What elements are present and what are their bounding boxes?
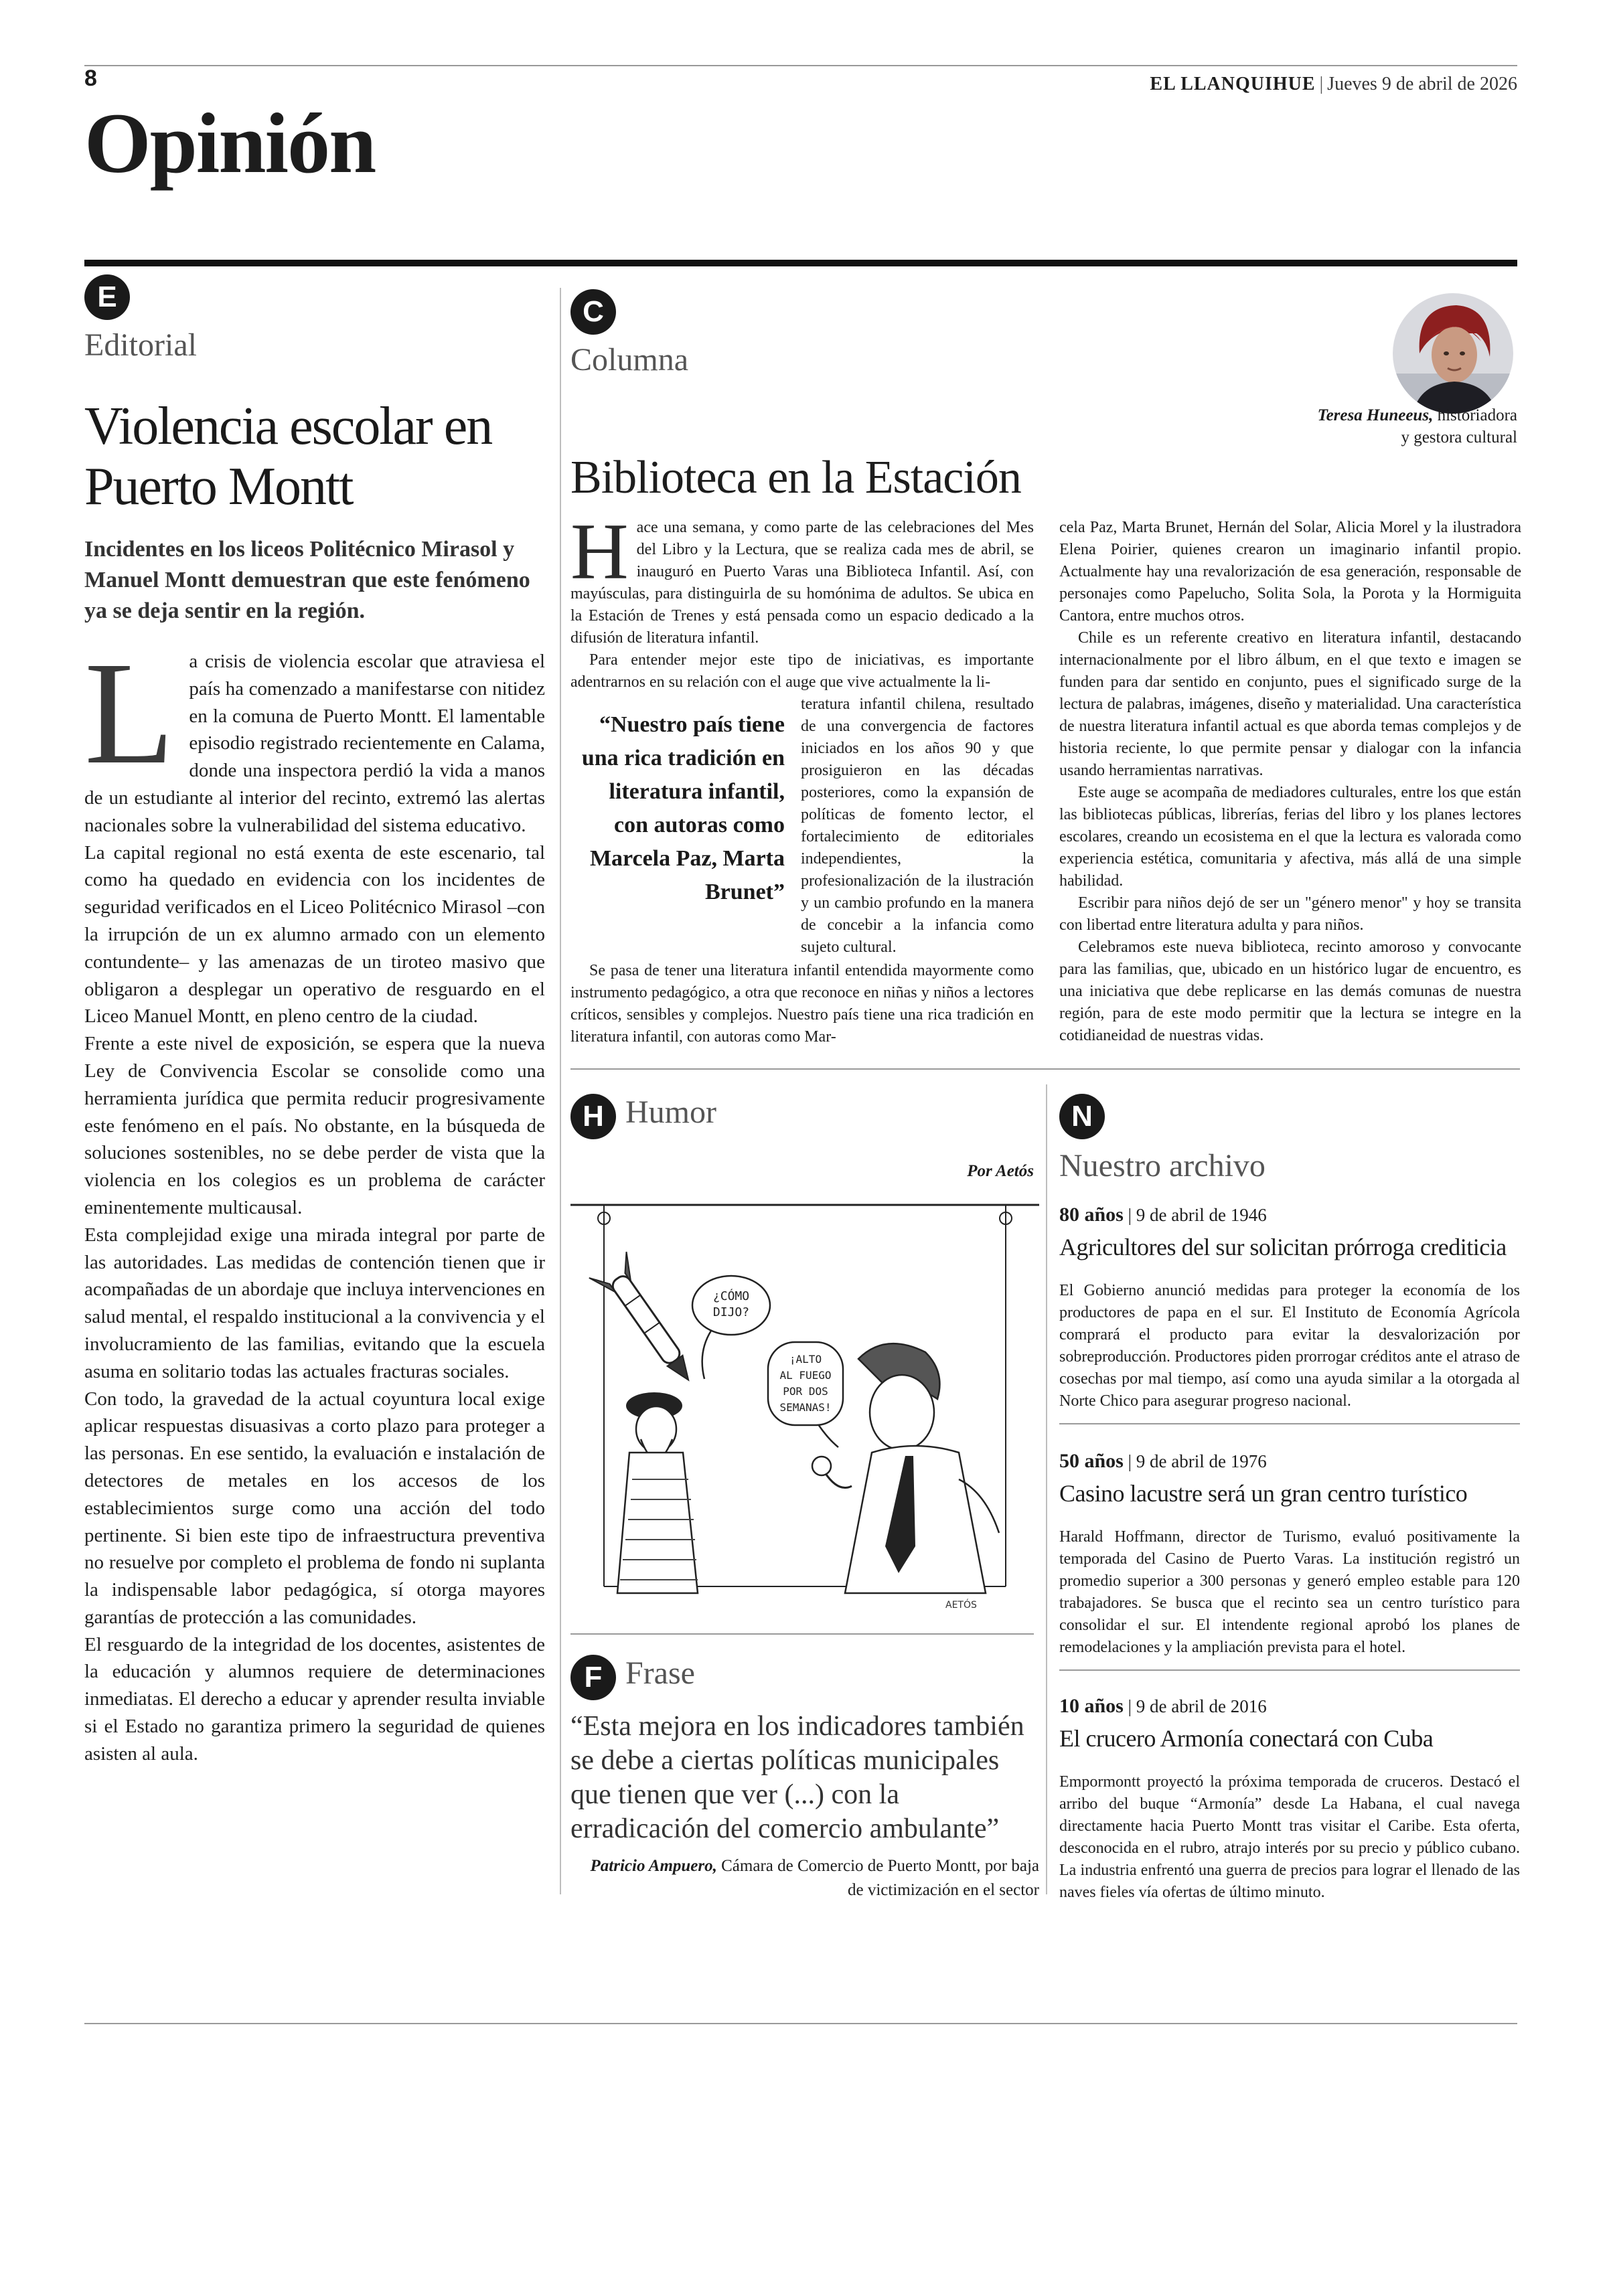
editorial-paragraph xyxy=(84,631,545,839)
editorial-lead: Incidentes en los liceos Politécnico Mirasol y Manuel Montt demuestran que este fenómeno ya se deja sentir en la región. xyxy=(84,537,530,623)
newspaper-name: EL LLANQUIHUE xyxy=(1150,74,1316,94)
column-kicker: Columna xyxy=(570,342,688,378)
archive-years: 10 años xyxy=(1059,1695,1124,1717)
column-pull-quote: “Nuestro país tiene una rica tradición en literatura infantil, con autoras como Marcela Paz, Marta Brunet” xyxy=(581,712,785,904)
editorial-paragraph: Con todo, la gravedad de la actual coyuntura local exige aplicar respuestas disuasivas a corto plazo para proteger a las personas. En ese sentido, la evaluación e instalación de detectores de metales en los accesos de los establecimientos surge como una acción del todo pertinente. Si bien este tipo de infraestructura preventiva no resuelve por completo el problema de fondo ni suplanta la indispensable labor pedagógica, sí otorga mayores garantías de protección a las comunidades. xyxy=(84,1388,545,1628)
archive-years: 50 años xyxy=(1059,1450,1124,1472)
author-caption xyxy=(1249,404,1517,448)
archive-item-3-header: 10 años | 9 de abril de 2016 xyxy=(1059,1695,1267,1717)
frase-badge: F xyxy=(570,1655,616,1700)
editorial-paragraph: El resguardo de la integridad de los docentes, asistentes de la educación y alumnos requiere de determinaciones inmediatas. El derecho a educar y aprender resulta inviable si el Estado no garantiza primero la seguridad de quienes asisten al aula. xyxy=(84,1633,545,1765)
editorial-paragraph: La capital regional no está exenta de este escenario, tal como ha quedado en evidencia con los incidentes de seguridad verificados en el Liceo Politécnico Mirasol –con la irrupción de un ex alumno armado con un elemento contundente– y las amenazas de un tiroteo masivo que obligaron a desplegar un operativo de resguardo en el Liceo Manuel Montt, en pleno centro de la ciudad. xyxy=(84,841,545,1028)
column-body-part-1 xyxy=(570,507,1034,693)
bubble-2-line-4: SEMANAS! xyxy=(779,1401,832,1414)
archive-date: 9 de abril de 2016 xyxy=(1136,1696,1267,1716)
archive-rule xyxy=(1059,1669,1520,1671)
editorial-paragraph-text: a crisis de violencia escolar que atraviesa el país ha comenzado a manifestarse con nitidez en la comuna de Puerto Montt. El lamentable episodio registrado recientemente en Calama, donde una inspectora perdió la vida a manos de un estudiante al interior del recinto, extremó las alertas nacionales sobre la vulnerabilidad del sistema educativo. xyxy=(84,651,545,836)
masthead-separator: | xyxy=(1319,74,1324,94)
cartoon-figure-left xyxy=(617,1392,698,1593)
editorial-dropcap: L xyxy=(84,631,175,795)
archive-rule xyxy=(1059,1423,1520,1424)
author-role-1: historiadora xyxy=(1437,406,1517,424)
column-body-part-3 xyxy=(570,960,1034,1048)
humor-bottom-rule xyxy=(570,1633,1034,1635)
archive-item-2-header: 50 años | 9 de abril de 1976 xyxy=(1059,1450,1267,1472)
author-name: Teresa Huneeus, xyxy=(1317,406,1434,424)
author-role-2: y gestora cultural xyxy=(1401,428,1517,446)
header-rule xyxy=(84,65,1517,66)
author-photo xyxy=(1393,293,1513,414)
archive-date: 9 de abril de 1976 xyxy=(1136,1451,1267,1471)
archive-years: 80 años xyxy=(1059,1204,1124,1226)
column-paragraph: Este auge se acompaña de mediadores culturales, entre los que están las bibliotecas públicas, librerías, ferias del libro y los planes lectores escolares, creando un ecosistema en el que la lectura es valorada como experiencia estética, comunitaria y afectiva, más allá de una simple habilidad. xyxy=(1059,784,1521,890)
archive-date: 9 de abril de 1946 xyxy=(1136,1205,1267,1225)
column-body-part-4 xyxy=(1059,517,1521,1047)
bubble-2-line-3: POR DOS xyxy=(783,1385,828,1398)
archive-kicker: Nuestro archivo xyxy=(1059,1148,1266,1183)
column-dropcap: H xyxy=(570,507,629,596)
humor-cartoon xyxy=(570,1198,1039,1620)
archive-item-3-text: Empormontt proyectó la próxima temporada de cruceros. Destacó el arribo del buque “Armonía” desde La Habana, el cual navega directamente hacia Puerto Montt tras visitar el Caribe. Esta oferta, desconocida en el rubro, atrajo interés por su precio y público cubano. La industria enfrentó una guerra de precios para lograr el llenado de las naves fieles vía ofertas de último minuto. xyxy=(1059,1773,1520,1901)
humor-kicker: Humor xyxy=(625,1094,716,1130)
frase-attribution xyxy=(570,1854,1039,1902)
author-line-1 xyxy=(1249,404,1517,426)
archive-item-1-title: Agricultores del sur solicitan prórroga crediticia xyxy=(1059,1234,1507,1260)
editorial-title: Violencia escolar en Puerto Montt xyxy=(84,397,492,516)
archive-item-1-header: 80 años | 9 de abril de 1946 xyxy=(1059,1204,1267,1226)
archive-badge: N xyxy=(1059,1094,1105,1139)
column-paragraph: teratura infantil chilena, resultado de una convergencia de factores iniciados en los años 90 y que prosiguieron en las décadas posteriores, como la expansión de políticas de fomento lector, el fortalecimiento de editoriales independientes, la profesionalización de la ilustración y un cambio profundo en la manera de concebir a la infancia como sujeto cultural. xyxy=(801,695,1034,956)
frase-speaker-detail: Cámara de Comercio de Puerto Montt, por baja de victimización en el sector xyxy=(721,1857,1039,1899)
cartoon-signature: AETÓS xyxy=(945,1600,977,1611)
editorial-paragraph: Frente a este nivel de exposición, se espera que la nueva Ley de Convivencia Escolar se consolide como una herramienta jurídica que permita reducir progresivamente este fenómeno en el país. No obstante, en la búsqueda de soluciones sostenibles, no se debe perder de vista que la violencia en los colegios es un problema de carácter eminentemente multicausal. xyxy=(84,1033,545,1218)
humor-badge: H xyxy=(570,1094,616,1139)
section-rule xyxy=(84,260,1517,266)
editorial-paragraph: Esta complejidad exige una mirada integral por parte de las autoridades. Las medidas de contención tienen que ir acompañadas de un abordaje que incluya intervenciones en salud mental, el respaldo institucional a la convivencia y el involucramiento de las familias, evitando que la escuela asuma en solitario todas las actuales fracturas sociales. xyxy=(84,1224,545,1382)
editorial-body xyxy=(84,631,545,1768)
bubble-1-line-2: DIJO? xyxy=(712,1305,750,1319)
page-number: 8 xyxy=(84,66,97,91)
column-title: Biblioteca en la Estación xyxy=(570,452,1021,503)
section-title: Opinión xyxy=(84,96,376,191)
column-body-part-2 xyxy=(801,693,1034,959)
cartoon-illustration xyxy=(570,1198,1039,1620)
column-badge: C xyxy=(570,289,616,335)
archive-item-2-title: Casino lacustre será un gran centro turístico xyxy=(1059,1480,1468,1507)
column-intro-text: ace una semana, y como parte de las celebraciones del Mes del Libro y la Lectura, que se realiza cada mes de abril, se inauguró en Puerto Varas una Biblioteca Infantil. Así, con mayúsculas, para distinguirla de su homónima de adultos. Se ubica en la Estación de Trenes y está pensada como un espacio dedicado a la difusión de literatura infantil. xyxy=(570,519,1034,647)
column-paragraph: Chile es un referente creativo en literatura infantil, destacando internacionalmente por el libro álbum, en el que texto e imagen se funden para dar sentido en conjunto, pues el significado surge de la lectura de palabras, imágenes, diseño y materialidad. Una característica de nuestra literatura infantil actual es que aborda temas complejos y de historia reciente, lo que permite pensar y dialogar con la infancia usando herramientas narrativas. xyxy=(1059,629,1521,779)
bubble-2-line-2: AL FUEGO xyxy=(779,1369,832,1382)
issue-date: Jueves 9 de abril de 2026 xyxy=(1327,74,1517,94)
column-paragraph: Se pasa de tener una literatura infantil entendida mayormente como instrumento pedagógico, a otra que reconoce en niñas y niños a lectores críticos, sensibles y complejos. Nuestro país tiene una rica tradición en literatura infantil, con autoras como Mar- xyxy=(570,962,1034,1046)
column-paragraph: Celebramos este nueva biblioteca, recinto amoroso y convocante para las familias, que, ubicado en un histórico lugar de encuentro, es una iniciativa que debe replicarse en las demás comunas de nuestra región, para de este modo permitir que la lectura se integre en la cotidianeidad de nuestras vidas. xyxy=(1059,938,1521,1044)
bubble-1-line-1: ¿CÓMO xyxy=(712,1289,750,1303)
editorial-badge: E xyxy=(84,274,130,320)
frase-speaker: Patricio Ampuero, xyxy=(590,1857,717,1875)
footer-rule xyxy=(84,2023,1517,2024)
archive-item-2-text: Harald Hoffmann, director de Turismo, evaluó positivamente la temporada del Casino de Puerto Varas. La institución registró un promedio superior a 300 personas y generó empleo estable para 120 trabajadores. Se busca que el recinto sea un centro turístico para consolidar el sur. El intendente regional aprobó los planes de remodelaciones y la ampliación prevista para el hotel. xyxy=(1059,1528,1520,1656)
column-divider-left xyxy=(560,288,561,1894)
column-paragraph: Escribir para niños dejó de ser un "género menor" y hoy se transita con libertad entre literatura adulta y para niños. xyxy=(1059,894,1521,934)
bubble-2-line-1: ¡ALTO xyxy=(789,1353,822,1366)
author-portrait-icon xyxy=(1393,293,1513,414)
column-paragraph: Para entender mejor este tipo de iniciativas, es importante adentrarnos en su relación con el auge que vive actualmente la li- xyxy=(570,651,1034,691)
frase-quote: “Esta mejora en los indicadores también se debe a ciertas políticas municipales que tienen que ver (...) con la erradicación del comercio ambulante” xyxy=(570,1711,1024,1844)
masthead xyxy=(1150,74,1517,95)
archive-item-1-text: El Gobierno anunció medidas para proteger la economía de los productores de papa en el sur. El Instituto de Economía Agrícola comprará el producto para evitar la desvalorización por sobreproducción. Productores piden prorrogar créditos ante el atraso de cosechas por mal tiempo, así como una ayuda similar a la otorgada al Norte Chico para asegurar progreso nacional. xyxy=(1059,1282,1520,1410)
frase-kicker: Frase xyxy=(625,1655,695,1691)
column-intro xyxy=(570,507,1034,649)
archive-item-3-title: El crucero Armonía conectará con Cuba xyxy=(1059,1725,1434,1752)
column-divider-right xyxy=(1046,1084,1047,1894)
humor-byline: Por Aetós xyxy=(967,1162,1034,1180)
editorial-kicker: Editorial xyxy=(84,327,197,363)
column-bottom-rule xyxy=(570,1068,1520,1070)
column-paragraph: cela Paz, Marta Brunet, Hernán del Solar, Alicia Morel y la ilustradora Elena Poirier, quienes crearon un imaginario infantil propio. Actualmente hay una revalorización de esa generación, responsable de personajes como Papelucho, Solita Sola, la Porota y la Hormiguita Cantora, entre muchos otros. xyxy=(1059,519,1521,625)
